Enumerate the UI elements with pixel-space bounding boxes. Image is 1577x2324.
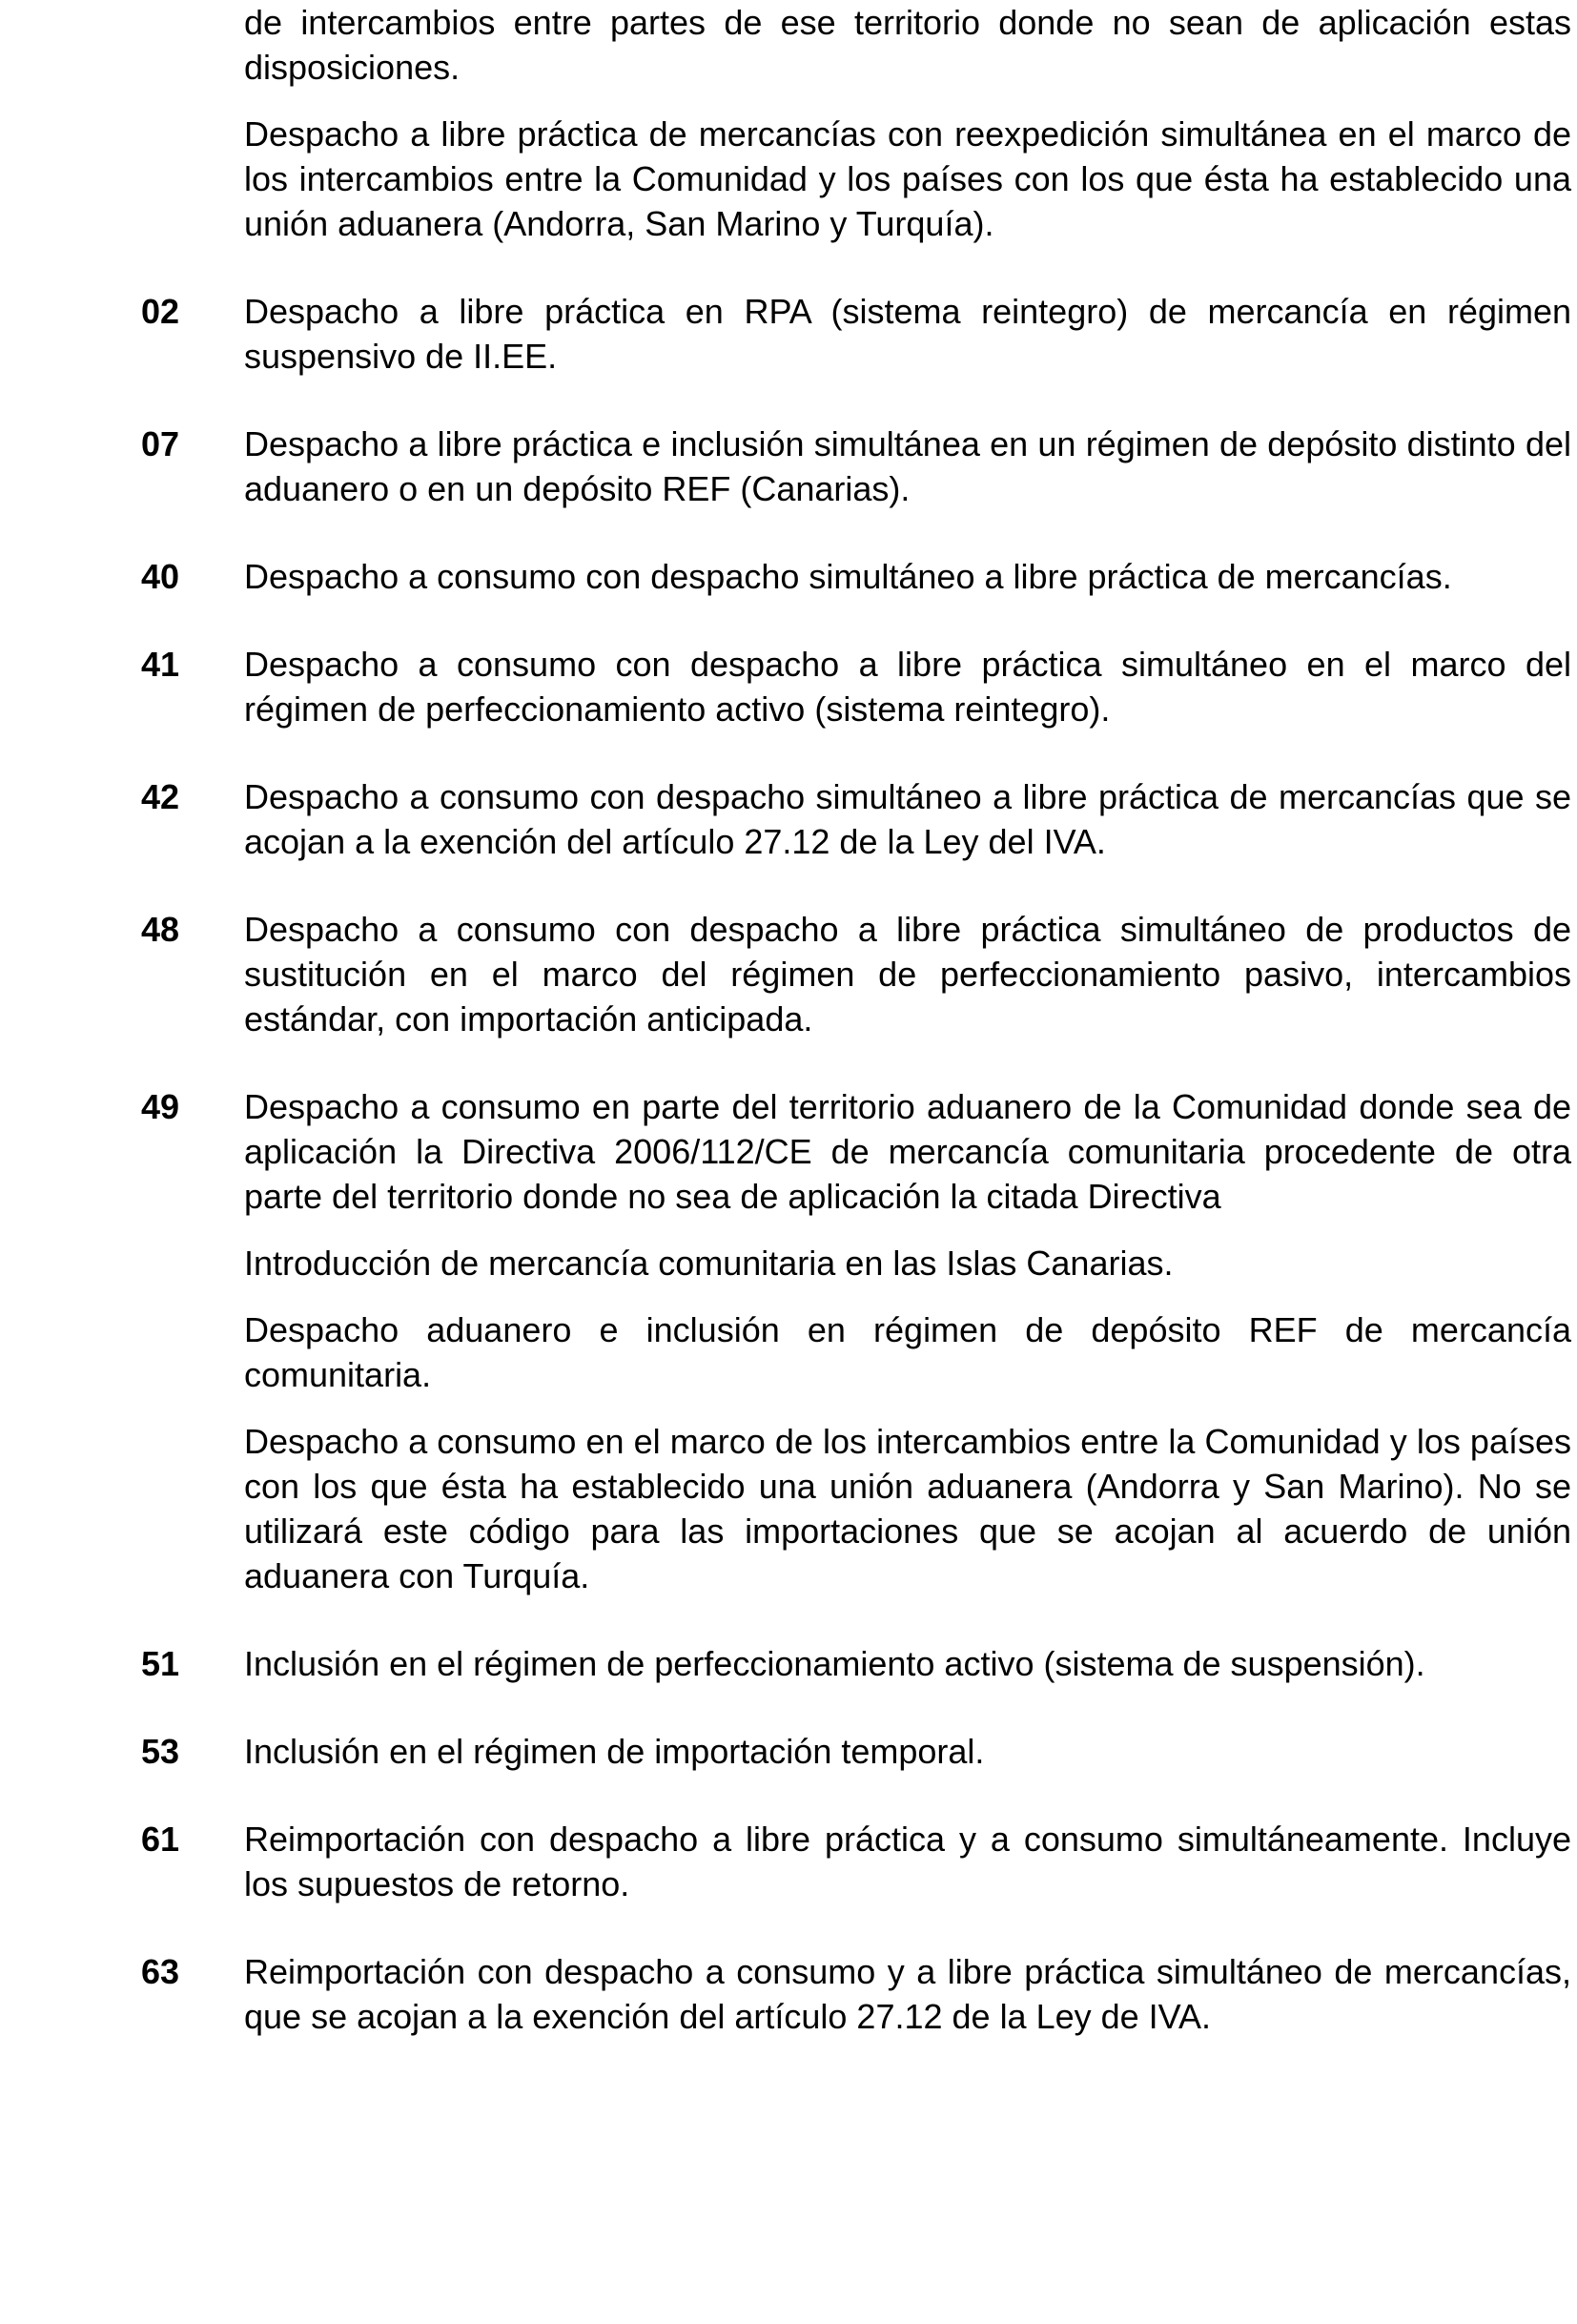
code-entry: [141, 642, 1571, 731]
entry-paragraph: Despacho a consumo con despacho simultáneo a libre práctica de mercancías.: [244, 557, 1452, 596]
entry-paragraph: Despacho a consumo con despacho simultáneo a libre práctica de mercancías que se acojan a la exención del artículo 27.12 de la Ley del IVA.: [244, 777, 1571, 861]
entry-code: 02: [141, 292, 180, 331]
entry-paragraph: Despacho a consumo en el marco de los intercambios entre la Comunidad y los países con los que ésta ha establecido una unión aduanera (Andorra y San Marino). No se utilizará este código para las importaciones que se acojan al acuerdo de unión aduanera con Turquía.: [244, 1422, 1571, 1595]
entry-description: [244, 1641, 1571, 1686]
code-entry: [141, 774, 1571, 864]
entry-paragraph: Inclusión en el régimen de perfeccionamiento activo (sistema de suspensión).: [244, 1644, 1425, 1683]
entry-paragraph: Despacho a libre práctica de mercancías con reexpedición simultánea en el marco de los intercambios entre la Comunidad y los países con los que ésta ha establecido una unión aduanera (Andorra, San Marino y Turquía).: [244, 114, 1571, 243]
entry-code: 07: [141, 424, 180, 463]
entry-code: 63: [141, 1952, 180, 1991]
entry-paragraph: de intercambios entre partes de ese territorio donde no sean de aplicación estas disposiciones.: [244, 3, 1571, 87]
entry-code: 53: [141, 1732, 180, 1771]
entry-description: [244, 422, 1571, 511]
entry-code: 49: [141, 1087, 180, 1126]
entry-description: [244, 642, 1571, 731]
code-entry: [141, 1641, 1571, 1686]
entry-paragraph: Inclusión en el régimen de importación temporal.: [244, 1732, 985, 1771]
code-entry: [141, 907, 1571, 1041]
entry-description: [244, 907, 1571, 1041]
entry-description: [244, 1817, 1571, 1906]
code-entry: [141, 1084, 1571, 1598]
entry-description: [244, 289, 1571, 379]
code-entry: [141, 554, 1571, 599]
entry-description: [244, 774, 1571, 864]
entry-paragraph: Despacho a libre práctica e inclusión simultánea en un régimen de depósito distinto del aduanero o en un depósito REF (Canarias).: [244, 424, 1571, 508]
code-entry: [141, 1817, 1571, 1906]
entry-description: [244, 1729, 1571, 1774]
entry-paragraph: Despacho a libre práctica en RPA (sistema reintegro) de mercancía en régimen suspensivo de II.EE.: [244, 292, 1571, 376]
code-entry: [141, 422, 1571, 511]
entry-code: 41: [141, 645, 180, 684]
code-entry: [141, 289, 1571, 379]
entry-code: 48: [141, 910, 180, 949]
code-entry: [141, 1949, 1571, 2039]
entry-description: [244, 1084, 1571, 1598]
code-entry: [141, 1729, 1571, 1774]
entry-description: [244, 0, 1571, 246]
entry-code: 40: [141, 557, 180, 596]
entry-paragraph: Despacho a consumo con despacho a libre práctica simultáneo en el marco del régimen de perfeccionamiento activo (sistema reintegro).: [244, 645, 1571, 729]
entry-description: [244, 554, 1571, 599]
entry-description: [244, 1949, 1571, 2039]
entry-paragraph: Despacho a consumo en parte del territorio aduanero de la Comunidad donde sea de aplicación la Directiva 2006/112/CE de mercancía comunitaria procedente de otra parte del territorio donde no sea de aplicación la citada Directiva: [244, 1087, 1571, 1216]
entry-code: 51: [141, 1644, 180, 1683]
document-body: [141, 0, 1571, 2082]
entry-paragraph: Reimportación con despacho a consumo y a libre práctica simultáneo de mercancías, que se acojan a la exención del artículo 27.12 de la Ley de IVA.: [244, 1952, 1571, 2036]
entry-code: 42: [141, 777, 180, 816]
code-entry: [141, 0, 1571, 246]
entry-code: 61: [141, 1820, 180, 1859]
entry-paragraph: Reimportación con despacho a libre práctica y a consumo simultáneamente. Incluye los supuestos de retorno.: [244, 1820, 1571, 1903]
entry-paragraph: Despacho aduanero e inclusión en régimen de depósito REF de mercancía comunitaria.: [244, 1310, 1571, 1394]
entry-paragraph: Despacho a consumo con despacho a libre práctica simultáneo de productos de sustitución en el marco del régimen de perfeccionamiento pasivo, intercambios estándar, con importación anticipada.: [244, 910, 1571, 1039]
entry-paragraph: Introducción de mercancía comunitaria en las Islas Canarias.: [244, 1244, 1174, 1283]
